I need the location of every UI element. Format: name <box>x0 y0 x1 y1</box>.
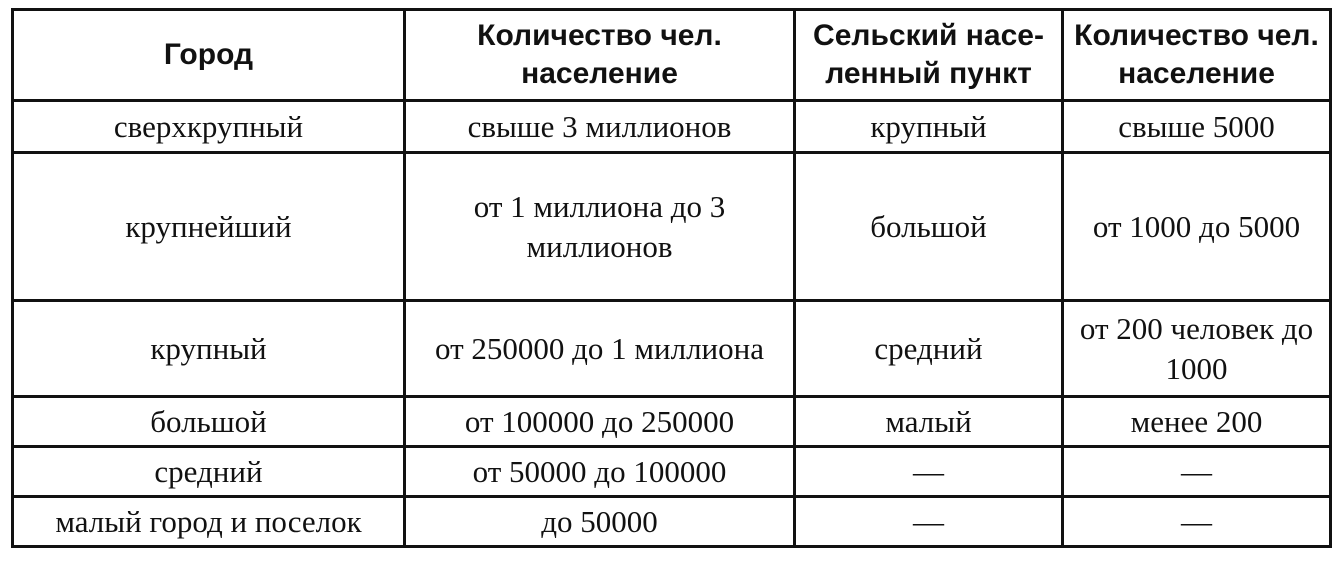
cell-rural-population: от 200 человек до 1000 <box>1063 301 1331 397</box>
cell-city-population: свыше 3 миллионов <box>405 101 795 153</box>
table-row <box>13 497 1331 547</box>
cell-city-type: большой <box>13 397 405 447</box>
cell-rural-population: — <box>1063 447 1331 497</box>
table-body <box>13 101 1331 547</box>
table-row <box>13 301 1331 397</box>
header-city: Город <box>13 10 405 101</box>
cell-city-type: крупнейший <box>13 153 405 301</box>
cell-city-type: крупный <box>13 301 405 397</box>
header-rural-population: Количество чел. население <box>1063 10 1331 101</box>
table-header <box>13 10 1331 101</box>
cell-rural-type: средний <box>795 301 1063 397</box>
cell-city-type: средний <box>13 447 405 497</box>
settlement-classification-table-wrapper <box>11 8 1329 548</box>
cell-rural-type: малый <box>795 397 1063 447</box>
cell-rural-population: менее 200 <box>1063 397 1331 447</box>
cell-rural-type: — <box>795 447 1063 497</box>
cell-city-population: от 250000 до 1 миллиона <box>405 301 795 397</box>
cell-rural-type: большой <box>795 153 1063 301</box>
header-city-population: Количество чел. население <box>405 10 795 101</box>
cell-rural-type: — <box>795 497 1063 547</box>
cell-city-population: до 50000 <box>405 497 795 547</box>
cell-city-type: малый город и поселок <box>13 497 405 547</box>
cell-city-population: от 1 миллиона до 3 миллионов <box>405 153 795 301</box>
cell-rural-population: от 1000 до 5000 <box>1063 153 1331 301</box>
table-row <box>13 397 1331 447</box>
cell-city-population: от 50000 до 100000 <box>405 447 795 497</box>
cell-city-population: от 100000 до 250000 <box>405 397 795 447</box>
cell-rural-population: — <box>1063 497 1331 547</box>
cell-rural-population: свыше 5000 <box>1063 101 1331 153</box>
table-row <box>13 447 1331 497</box>
cell-rural-type: крупный <box>795 101 1063 153</box>
settlement-classification-table <box>11 8 1332 548</box>
cell-city-type: сверхкрупный <box>13 101 405 153</box>
header-rural-settlement: Сельский насе-ленный пункт <box>795 10 1063 101</box>
table-row <box>13 101 1331 153</box>
table-row <box>13 153 1331 301</box>
header-row <box>13 10 1331 101</box>
